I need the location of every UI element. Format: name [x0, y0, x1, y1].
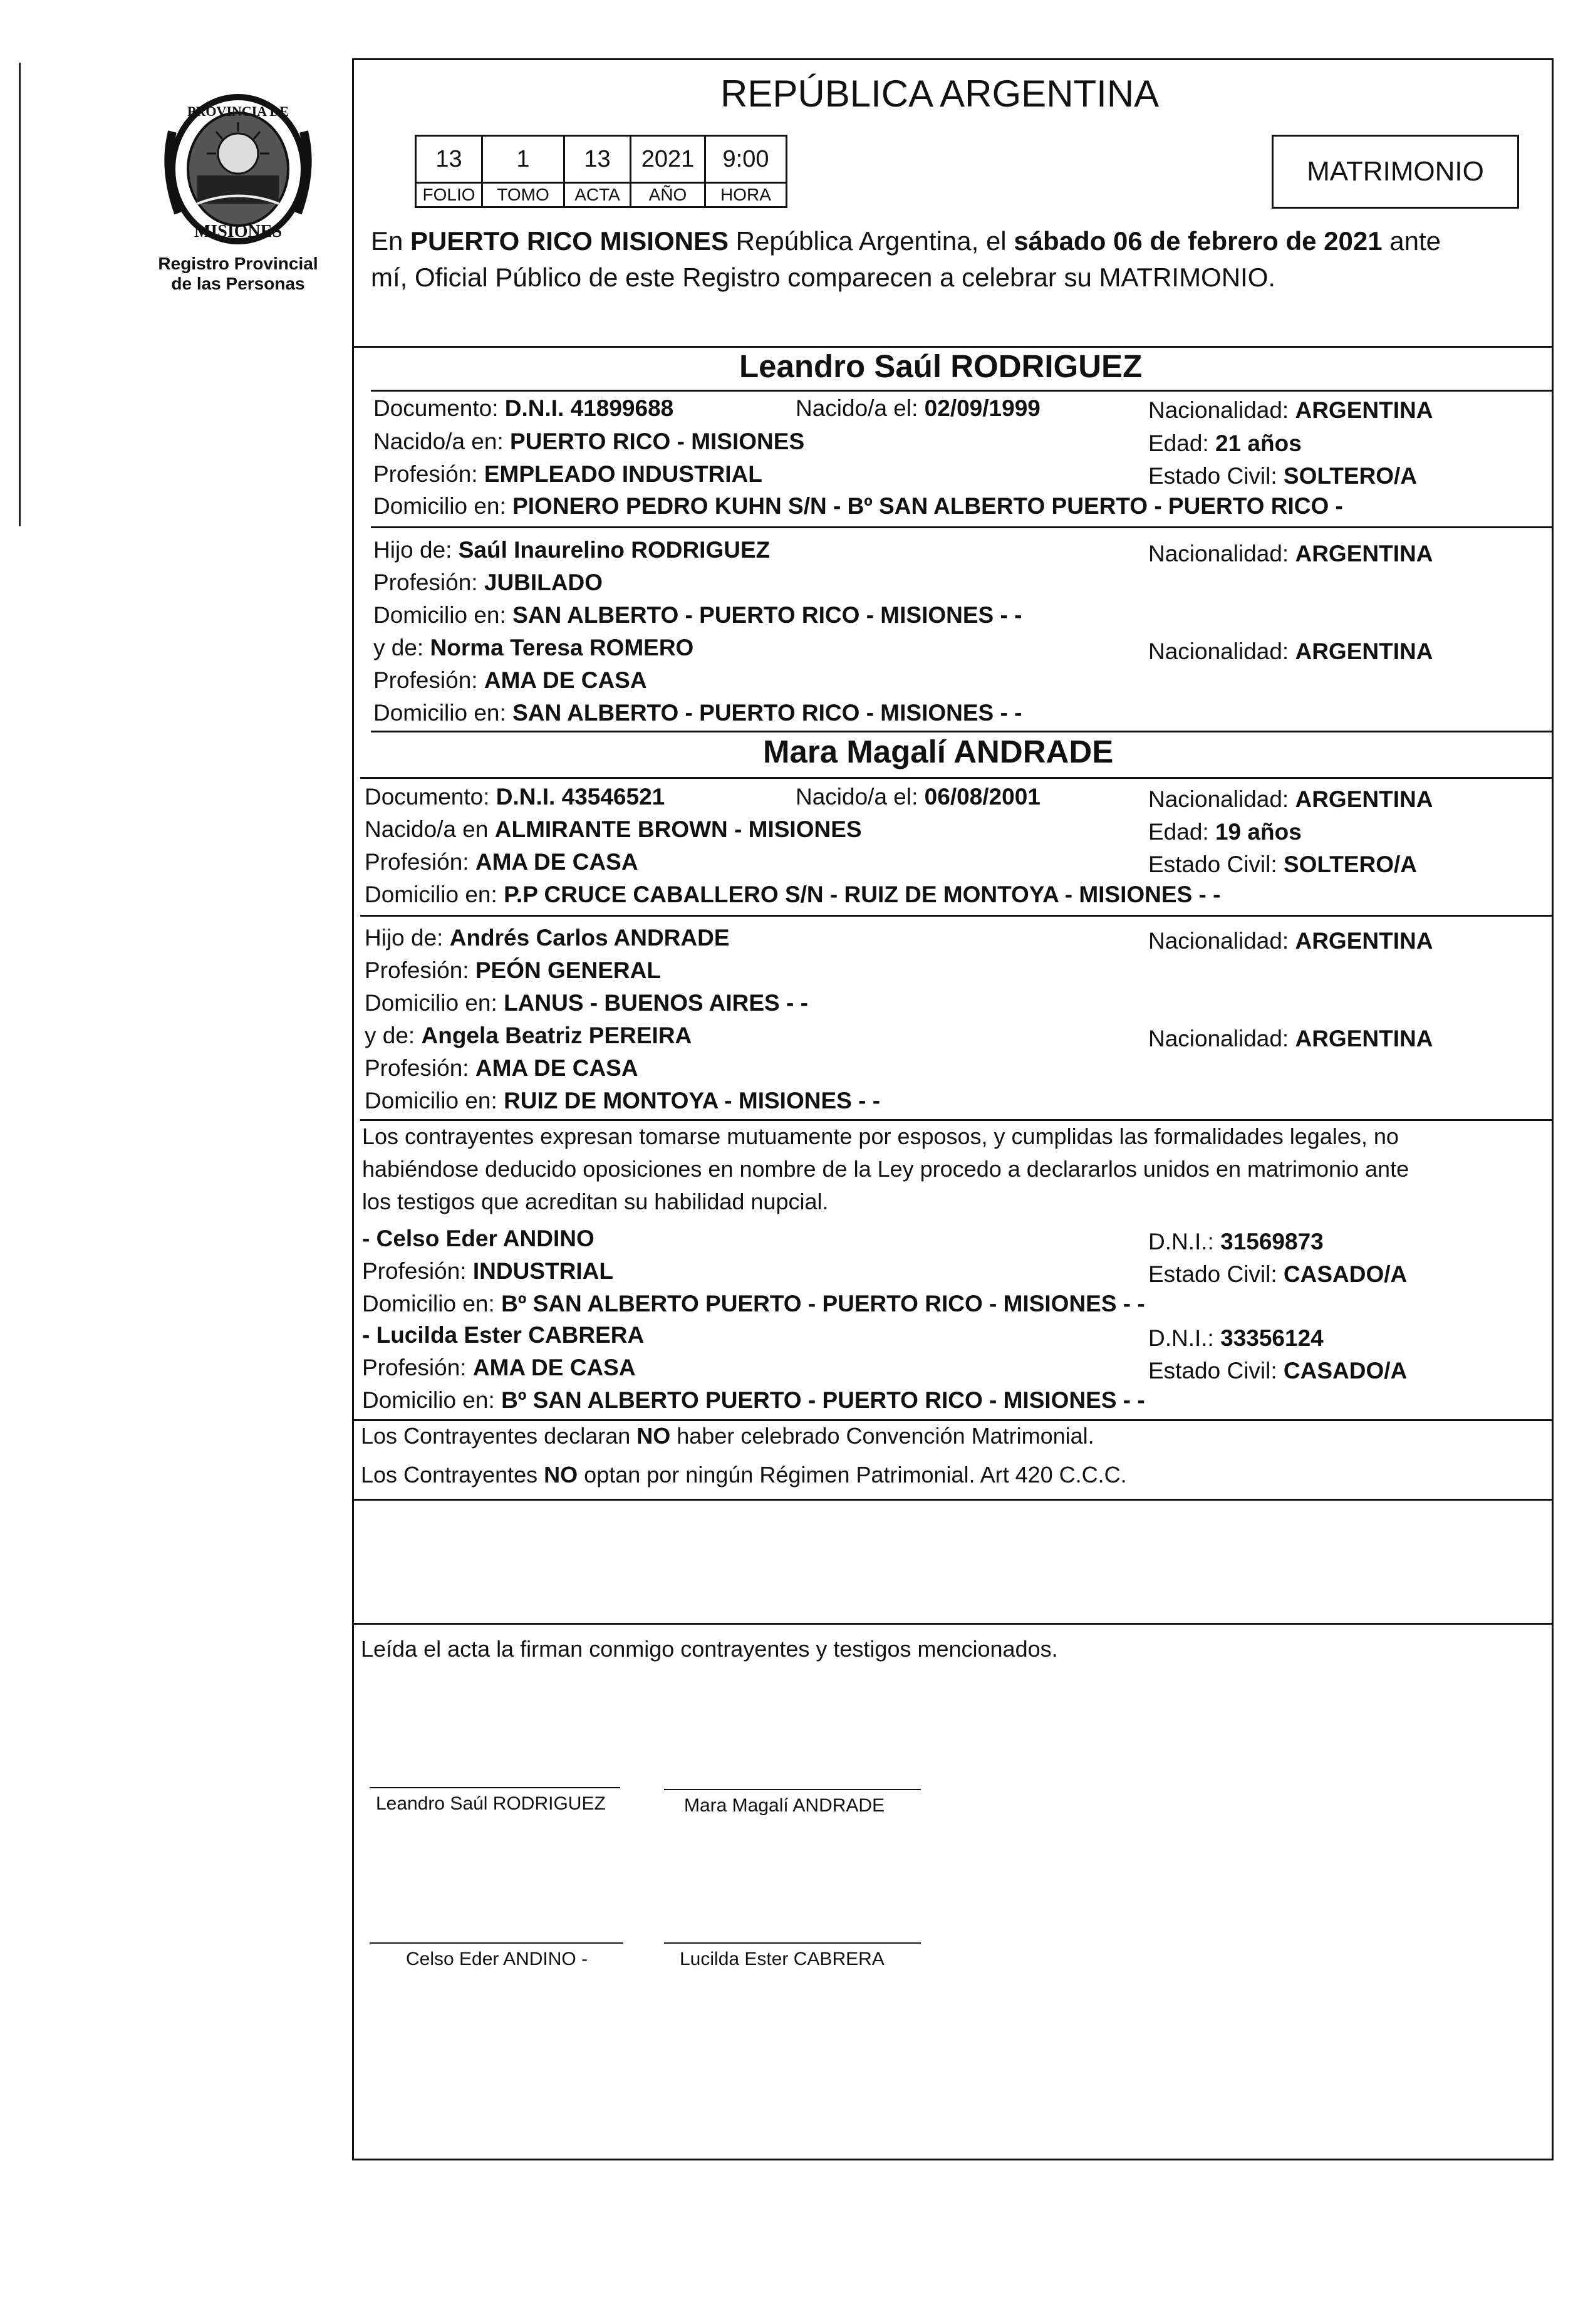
bride-document: Documento: D.N.I. 43546521: [365, 784, 665, 810]
bride-birth-place: Nacido/a en ALMIRANTE BROWN - MISIONES: [365, 816, 862, 842]
anio-value: 2021: [631, 136, 705, 183]
witness-1-address: Domicilio en: Bº SAN ALBERTO PUERTO - PUERTO RICO - MISIONES - -: [362, 1291, 1145, 1316]
act-type-box: MATRIMONIO: [1272, 135, 1519, 209]
witness-1-name: - Celso Eder ANDINO: [362, 1226, 594, 1251]
seal-text-bottom: MISIONES: [194, 222, 283, 241]
groom-civil-status: Estado Civil: SOLTERO/A: [1148, 463, 1418, 489]
provincial-seal-icon: [160, 88, 316, 251]
groom-father-nationality: Nacionalidad: ARGENTINA: [1148, 541, 1433, 566]
country-title: REPÚBLICA ARGENTINA: [720, 73, 1160, 115]
divider: [371, 390, 1554, 392]
hora-value: 9:00: [705, 136, 787, 183]
witness-1-profession: Profesión: INDUSTRIAL: [362, 1258, 613, 1284]
signature-witness-1: Celso Eder ANDINO -: [406, 1949, 588, 1969]
groom-birth-date: Nacido/a el: 02/09/1999: [796, 395, 1041, 421]
divider: [371, 731, 1554, 732]
groom-name: Leandro Saúl RODRIGUEZ: [739, 348, 1143, 384]
anio-label: AÑO: [631, 183, 705, 207]
groom-address: Domicilio en: PIONERO PEDRO KUHN S/N - Bº SAN ALBERTO PUERTO - PUERTO RICO -: [373, 493, 1343, 519]
bride-mother-address: Domicilio en: RUIZ DE MONTOYA - MISIONES - -: [365, 1088, 881, 1113]
divider: [352, 1419, 1554, 1421]
groom-mother-name: y de: Norma Teresa ROMERO: [373, 635, 694, 660]
signature-witness-2: Lucilda Ester CABRERA: [680, 1949, 885, 1969]
groom-father-profession: Profesión: JUBILADO: [373, 570, 603, 595]
witness-2-civil-status: Estado Civil: CASADO/A: [1148, 1358, 1408, 1383]
bride-address: Domicilio en: P.P CRUCE CABALLERO S/N - RUIZ DE MONTOYA - MISIONES - -: [365, 882, 1221, 907]
intro-weekday: sábado: [1014, 226, 1106, 256]
bride-father-profession: Profesión: PEÓN GENERAL: [365, 957, 661, 983]
signature-line: [664, 1789, 921, 1790]
tomo-value: 1: [482, 136, 564, 183]
seal-text-top: PROVINCIA DE: [187, 103, 289, 119]
hora-label: HORA: [705, 183, 787, 207]
acta-label: ACTA: [564, 183, 631, 207]
groom-father-name: Hijo de: Saúl Inaurelino RODRIGUEZ: [373, 537, 771, 563]
divider: [352, 1623, 1554, 1625]
signature-bride: Mara Magalí ANDRADE: [684, 1795, 885, 1816]
groom-birth-place: Nacido/a en: PUERTO RICO - MISIONES: [373, 429, 805, 454]
declaration-line-1: Los contrayentes expresan tomarse mutuamente por esposos, y cumplidas las formalidades legales, no: [362, 1123, 1399, 1149]
convention-line-1: Los Contrayentes declaran NO haber celebrado Convención Matrimonial.: [361, 1423, 1094, 1449]
margin-line: [19, 63, 21, 526]
groom-document: Documento: D.N.I. 41899688: [373, 395, 674, 421]
witness-2-dni: D.N.I.: 33356124: [1148, 1325, 1324, 1351]
intro-date: 06 de febrero de 2021: [1113, 226, 1383, 256]
signature-groom: Leandro Saúl RODRIGUEZ: [376, 1793, 606, 1814]
acta-value: 13: [564, 136, 631, 183]
bride-mother-nationality: Nacionalidad: ARGENTINA: [1148, 1026, 1433, 1051]
intro-line-1: En PUERTO RICO MISIONES República Argentina, el sábado 06 de febrero de 2021 ante: [371, 226, 1441, 256]
bride-father-address: Domicilio en: LANUS - BUENOS AIRES - -: [365, 990, 808, 1016]
bride-profession: Profesión: AMA DE CASA: [365, 849, 638, 875]
registry-caption-line1: Registro Provincial: [158, 254, 318, 273]
folio-value: 13: [416, 136, 482, 183]
signature-line: [370, 1787, 620, 1788]
intro-place: PUERTO RICO MISIONES: [410, 226, 729, 256]
signature-line: [664, 1942, 921, 1944]
record-table: [415, 135, 787, 208]
witness-2-name: - Lucilda Ester CABRERA: [362, 1322, 645, 1348]
registry-caption-line2: de las Personas: [171, 274, 305, 293]
bride-mother-profession: Profesión: AMA DE CASA: [365, 1055, 638, 1081]
bride-birth-date: Nacido/a el: 06/08/2001: [796, 784, 1041, 810]
groom-father-address: Domicilio en: SAN ALBERTO - PUERTO RICO - MISIONES - -: [373, 602, 1022, 628]
witness-2-address: Domicilio en: Bº SAN ALBERTO PUERTO - PUERTO RICO - MISIONES - -: [362, 1387, 1145, 1413]
registry-caption: [138, 254, 338, 294]
bride-name: Mara Magalí ANDRADE: [763, 734, 1114, 769]
signature-line: [370, 1942, 623, 1944]
divider: [371, 526, 1554, 528]
declaration-line-2: habiéndose deducido oposiciones en nombre de la Ley procedo a declararlos unidos en matrimonio ante: [362, 1156, 1409, 1182]
groom-mother-nationality: Nacionalidad: ARGENTINA: [1148, 638, 1433, 664]
groom-profession: Profesión: EMPLEADO INDUSTRIAL: [373, 461, 762, 487]
bride-father-name: Hijo de: Andrés Carlos ANDRADE: [365, 925, 730, 951]
convention-line-2: Los Contrayentes NO optan por ningún Régimen Patrimonial. Art 420 C.C.C.: [361, 1462, 1127, 1488]
bride-nationality: Nacionalidad: ARGENTINA: [1148, 786, 1433, 812]
declaration-line-3: los testigos que acreditan su habilidad nupcial.: [362, 1189, 829, 1214]
intro-line-2: mí, Oficial Público de este Registro comparecen a celebrar su MATRIMONIO.: [371, 263, 1276, 292]
bride-father-nationality: Nacionalidad: ARGENTINA: [1148, 928, 1433, 954]
bride-civil-status: Estado Civil: SOLTERO/A: [1148, 852, 1418, 877]
groom-mother-profession: Profesión: AMA DE CASA: [373, 667, 647, 693]
bride-age: Edad: 19 años: [1148, 819, 1302, 845]
groom-age: Edad: 21 años: [1148, 430, 1302, 456]
divider: [360, 777, 1554, 779]
closing-text: Leída el acta la firman conmigo contrayentes y testigos mencionados.: [361, 1636, 1058, 1662]
groom-nationality: Nacionalidad: ARGENTINA: [1148, 397, 1433, 423]
divider: [352, 1499, 1554, 1501]
divider: [360, 1119, 1554, 1121]
bride-mother-name: y de: Angela Beatriz PEREIRA: [365, 1023, 692, 1048]
witness-1-dni: D.N.I.: 31569873: [1148, 1229, 1324, 1254]
divider: [360, 915, 1554, 917]
witness-2-profession: Profesión: AMA DE CASA: [362, 1355, 636, 1380]
groom-mother-address: Domicilio en: SAN ALBERTO - PUERTO RICO - MISIONES - -: [373, 700, 1022, 726]
folio-label: FOLIO: [416, 183, 482, 207]
witness-1-civil-status: Estado Civil: CASADO/A: [1148, 1261, 1408, 1287]
tomo-label: TOMO: [482, 183, 564, 207]
